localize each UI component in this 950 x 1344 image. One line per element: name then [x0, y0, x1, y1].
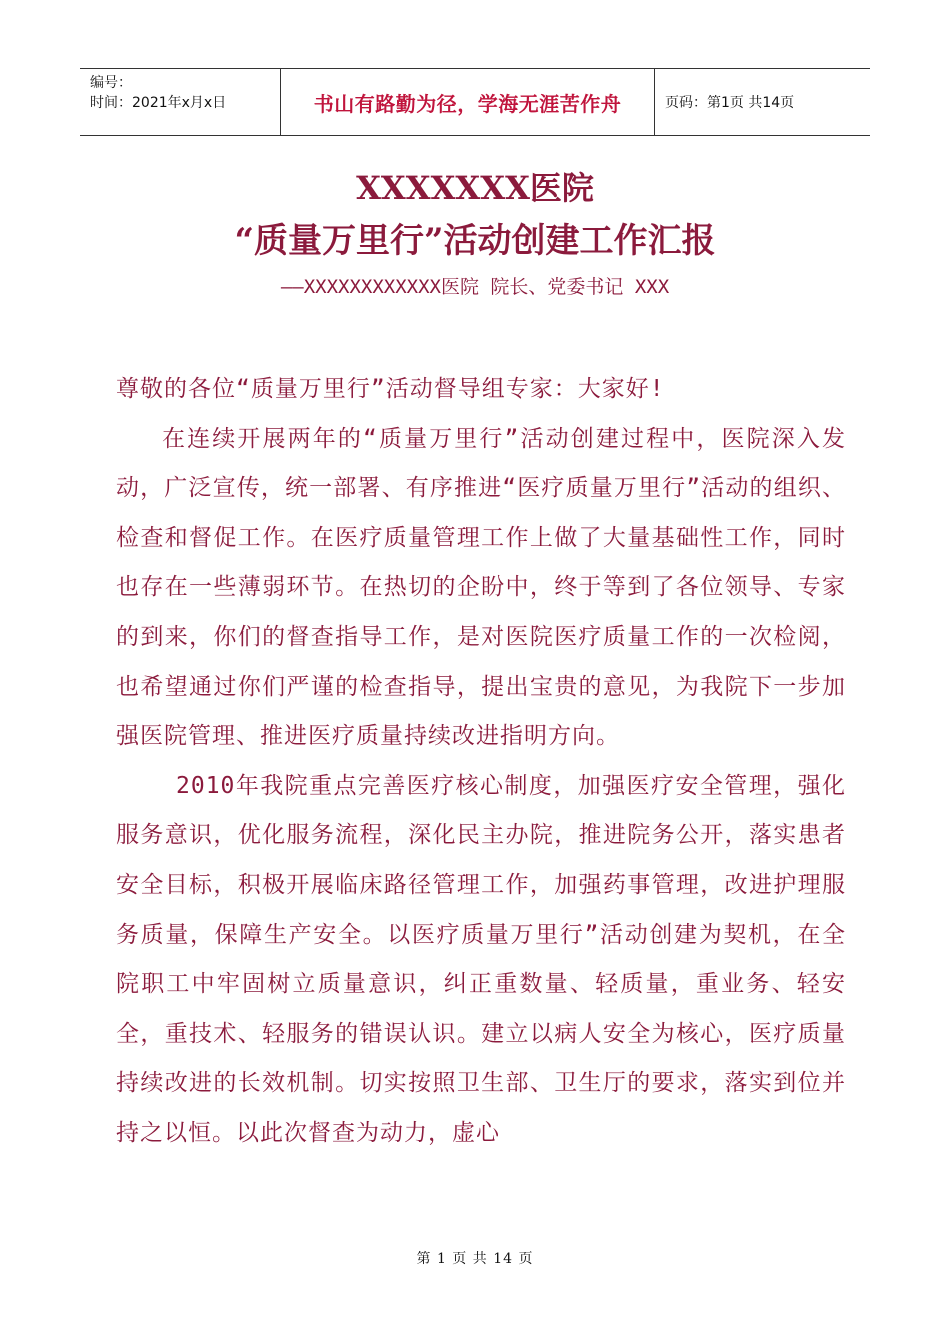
- salutation: 尊敬的各位“质量万里行”活动督导组专家：大家好!: [116, 376, 665, 402]
- document-body: [116, 365, 846, 1159]
- page-header: [80, 68, 870, 136]
- date-label: 时间：2021年x月x日: [90, 95, 227, 111]
- header-meta: [80, 69, 281, 135]
- motto: 书山有路勤为径，学海无涯苦作舟: [313, 91, 622, 116]
- document-byline: ——XXXXXXXXXXXX医院 院长、党委书记 XXX: [280, 276, 670, 298]
- document-title-line1: XXXXXXX医院: [356, 169, 594, 207]
- header-page-info-cell: [655, 69, 870, 135]
- page-footer: 第 1 页 共 14 页: [416, 1251, 534, 1267]
- number-label: 编号：: [90, 75, 132, 91]
- header-motto-cell: [281, 69, 655, 135]
- document-title-line2: “质量万里行”活动创建工作汇报: [234, 221, 716, 261]
- paragraph-2: 2010年我院重点完善医疗核心制度，加强医疗安全管理，强化服务意识，优化服务流程，深化民主办院，推进院务公开，落实患者安全目标，积极开展临床路径管理工作，加强药事管理，改进护理服务质量，保障生产安全。以医疗质量万里行”活动创建为契机，在全院职工中牢固树立质量意识，纠正重数量、轻质量，重业务、轻安全，重技术、轻服务的错误认识。建立以病人安全为核心，医疗质量持续改进的长效机制。切实按照卫生部、卫生厅的要求，落实到位并持之以恒。以此次督查为动力，虚心: [116, 772, 846, 1146]
- page-info: 页码：第1页 共14页: [665, 95, 795, 111]
- paragraph-1: 在连续开展两年的“质量万里行”活动创建过程中，医院深入发动，广泛宣传，统一部署、有序推进“医疗质量万里行”活动的组织、检查和督促工作。在医疗质量管理工作上做了大量基础性工作，同时也存在一些薄弱环节。在热切的企盼中，终于等到了各位领导、专家的到来，你们的督查指导工作，是对医院医疗质量工作的一次检阅，也希望通过你们严谨的检查指导，提出宝贵的意见，为我院下一步加强医院管理、推进医疗质量持续改进指明方向。: [116, 425, 846, 750]
